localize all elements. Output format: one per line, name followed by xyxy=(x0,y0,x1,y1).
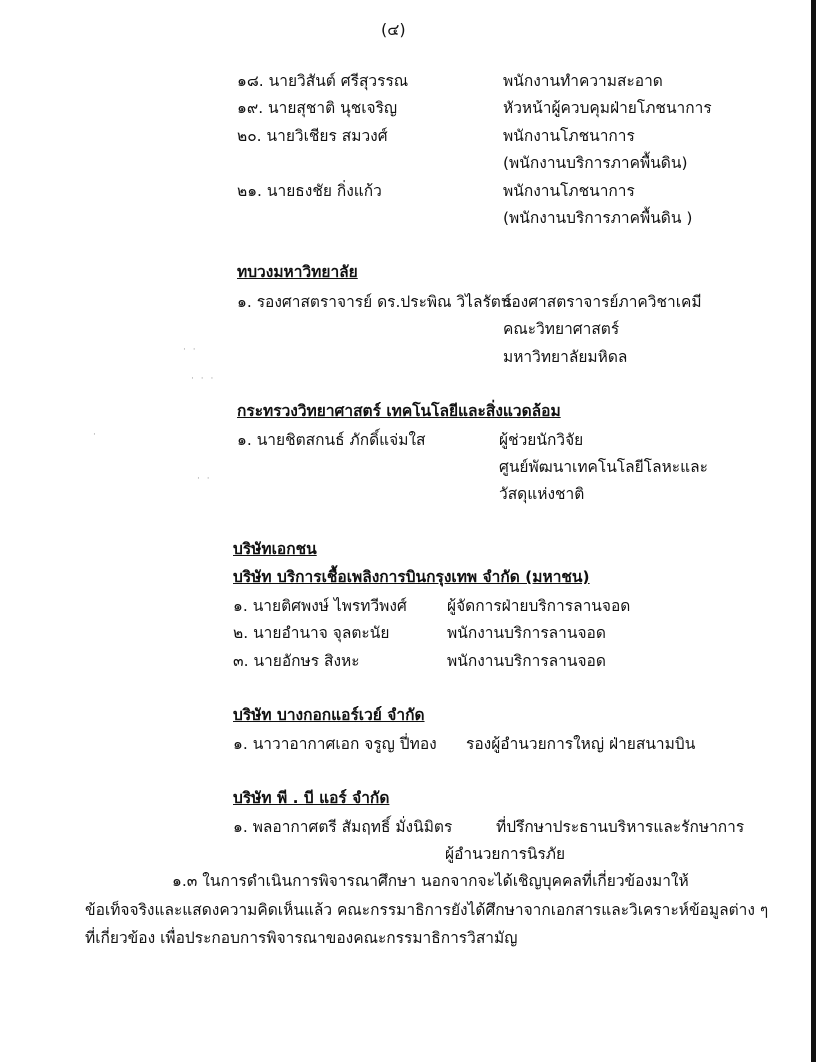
list-item-position: พนักงานบริการลานจอด xyxy=(447,652,606,670)
list-item-name: ๑. นายชิตสกนธ์ ภักดิ์แจ่มใส xyxy=(237,431,426,449)
section-heading: ทบวงมหาวิทยาลัย xyxy=(237,263,358,281)
scan-speck: · xyxy=(93,430,98,440)
list-item-position: พนักงานโภชนาการ xyxy=(503,182,635,200)
list-item-position: รองศาสตราจารย์ภาควิชาเคมี xyxy=(503,293,702,311)
list-item-position: ผู้จัดการฝ่ายบริการลานจอด xyxy=(447,597,631,615)
list-item-position: (พนักงานบริการภาคพื้นดิน) xyxy=(503,154,688,172)
list-item-name: ๒๐. นายวิเชียร สมวงศ์ xyxy=(237,127,388,145)
section-heading: กระทรวงวิทยาศาสตร์ เทคโนโลยีและสิ่งแวดล้อม xyxy=(237,402,561,420)
list-item-position: พนักงานบริการลานจอด xyxy=(447,624,606,642)
list-item-position: พนักงานทำความสะอาด xyxy=(503,72,663,90)
list-item-name: ๓. นายอักษร สิงหะ xyxy=(233,652,360,670)
list-item-name: ๑. พลอากาศตรี สัมฤทธิ์ มั่งนิมิตร xyxy=(233,818,453,836)
company-heading: บริษัท พี . บี แอร์ จำกัด xyxy=(233,789,390,807)
list-item-name: ๑. นายติศพงษ์ ไพรทวีพงศ์ xyxy=(233,597,407,615)
list-item-position: ผู้ช่วยนักวิจัย xyxy=(499,431,584,449)
list-item-name: ๑๙. นายสุชาติ นุชเจริญ xyxy=(237,99,398,117)
scan-speck: · · xyxy=(197,474,212,484)
list-item-name: ๑๘. นายวิสันต์ ศรีสุวรรณ xyxy=(237,72,409,90)
list-item-position: มหาวิทยาลัยมหิดล xyxy=(503,348,628,366)
section-heading: บริษัทเอกชน xyxy=(233,540,317,558)
company-heading: บริษัท บางกอกแอร์เวย์ จำกัด xyxy=(233,706,425,724)
list-item-position: คณะวิทยาศาสตร์ xyxy=(503,320,620,338)
scan-speck: · · · xyxy=(191,374,216,384)
list-item-position: รองผู้อำนวยการใหญ่ ฝ่ายสนามบิน xyxy=(466,735,696,753)
paragraph-line: ๑.๓ ในการดำเนินการพิจารณาศึกษา นอกจากจะได้เชิญบุคคลที่เกี่ยวข้องมาให้ xyxy=(172,872,689,890)
list-item-position: หัวหน้าผู้ควบคุมฝ่ายโภชนาการ xyxy=(503,99,712,117)
list-item-name: ๒๑. นายธงชัย กิ่งแก้ว xyxy=(237,182,382,200)
list-item-name: ๑. รองศาสตราจารย์ ดร.ประพิณ วิไลรัตน์ xyxy=(237,293,512,311)
list-item-position: พนักงานโภชนาการ xyxy=(503,127,635,145)
paragraph-line: ข้อเท็จจริงและแสดงความคิดเห็นแล้ว คณะกรรมาธิการยังได้ศึกษาจากเอกสารและวิเคราะห์ข้อมูลต่าง ๆ xyxy=(85,901,769,919)
list-item-position: ศูนย์พัฒนาเทคโนโลยีโลหะและ xyxy=(499,458,708,476)
page-edge xyxy=(811,0,816,1062)
list-item-position: (พนักงานบริการภาคพื้นดิน ) xyxy=(503,209,693,227)
list-item-position: วัสดุแห่งชาติ xyxy=(499,485,585,503)
page-number: (๔) xyxy=(381,20,406,39)
list-item-position: ผู้อำนวยการนิรภัย xyxy=(445,845,566,863)
list-item-position: ที่ปรึกษาประธานบริหารและรักษาการ xyxy=(496,818,745,836)
scan-speck: · · xyxy=(183,345,198,355)
paragraph-line: ที่เกี่ยวข้อง เพื่อประกอบการพิจารณาของคณะกรรมาธิการวิสามัญ xyxy=(85,929,518,947)
list-item-name: ๑. นาวาอากาศเอก จรูญ ปี่ทอง xyxy=(233,735,437,753)
list-item-name: ๒. นายอำนาจ จุลตะนัย xyxy=(233,624,390,642)
company-heading: บริษัท บริการเชื้อเพลิงการบินกรุงเทพ จำกัด (มหาชน) xyxy=(233,568,590,586)
